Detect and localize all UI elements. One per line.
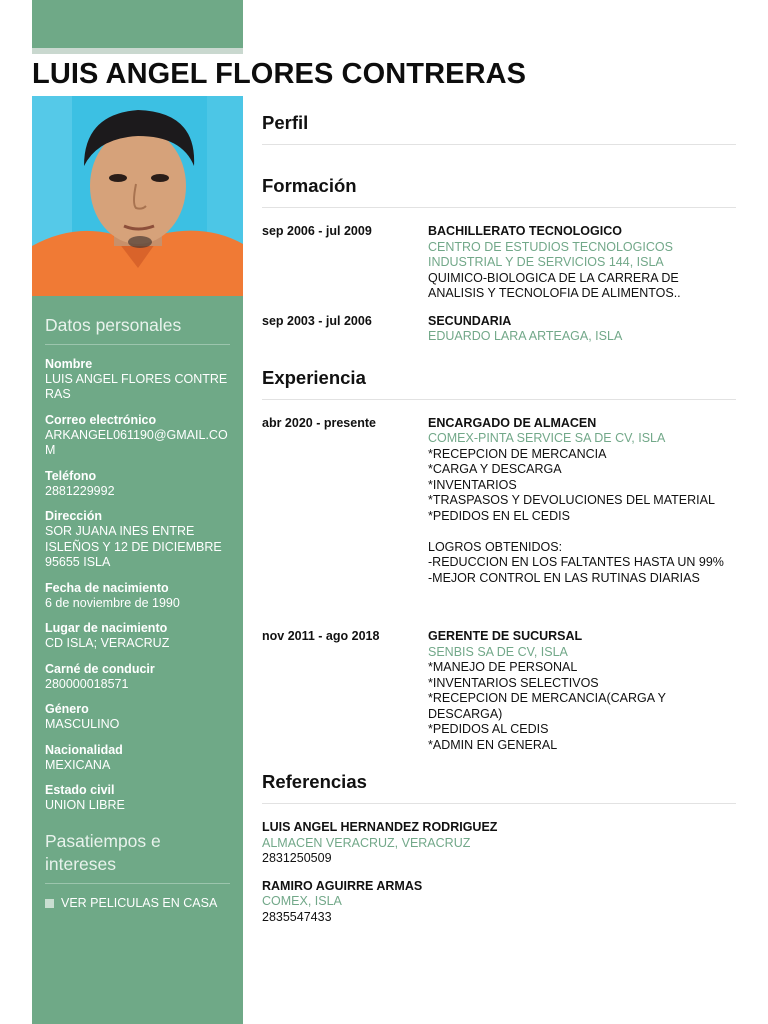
field-nationality xyxy=(45,743,230,774)
entry-title: SECUNDARIA xyxy=(428,313,512,328)
field-label: Carné de conducir xyxy=(45,661,155,676)
field-driver-license xyxy=(45,662,230,693)
education-entry xyxy=(262,314,736,345)
experience-heading: Experiencia xyxy=(262,367,736,400)
experience-section xyxy=(262,367,736,754)
hobby-item xyxy=(45,896,230,911)
field-value: 2881229992 xyxy=(45,483,115,498)
experience-entry xyxy=(262,416,736,618)
square-bullet-icon xyxy=(45,899,54,908)
field-label: Nombre xyxy=(45,356,93,371)
entry-description: *MANEJO DE PERSONAL *INVENTARIOS SELECTIVOS *RECEPCION DE MERCANCIA(CARGA Y DESCARGA) *PEDIDOS AL CEDIS *ADMIN EN GENERAL xyxy=(428,660,666,752)
field-name xyxy=(45,357,230,403)
field-label: Dirección xyxy=(45,509,102,524)
education-section xyxy=(262,175,736,345)
profile-heading: Perfil xyxy=(262,112,736,145)
references-section xyxy=(262,771,736,925)
field-gender xyxy=(45,702,230,733)
candidate-name: LUIS ANGEL FLORES CONTRERAS xyxy=(32,58,527,90)
references-heading: Referencias xyxy=(262,771,736,804)
field-value: MASCULINO xyxy=(45,717,120,732)
entry-organization: COMEX-PINTA SERVICE SA DE CV, ISLA xyxy=(428,431,666,445)
field-value: LUIS ANGEL FLORES CONTRERAS xyxy=(45,371,228,402)
field-phone xyxy=(45,469,230,500)
personal-data-panel xyxy=(45,314,230,911)
sidebar-top-band xyxy=(32,0,243,48)
field-label: Lugar de nacimiento xyxy=(45,621,168,636)
entry-body xyxy=(428,314,736,345)
reference-phone: 2831250509 xyxy=(262,851,332,865)
entry-date: sep 2006 - jul 2009 xyxy=(262,224,372,238)
personal-data-heading: Datos personales xyxy=(45,314,230,345)
reference-organization: COMEX, ISLA xyxy=(262,894,342,908)
reference-name: LUIS ANGEL HERNANDEZ RODRIGUEZ xyxy=(262,820,498,834)
entry-title: ENCARGADO DE ALMACEN xyxy=(428,415,597,430)
entry-description: QUIMICO-BIOLOGICA DE LA CARRERA DE ANALISIS Y TECNOLOFIA DE ALIMENTOS.. xyxy=(428,270,681,300)
field-label: Nacionalidad xyxy=(45,742,123,757)
field-label: Teléfono xyxy=(45,468,97,483)
entry-organization: SENBIS SA DE CV, ISLA xyxy=(428,644,568,659)
field-value: CD ISLA; VERACRUZ xyxy=(45,636,170,651)
entry-body xyxy=(428,629,736,753)
field-label: Correo electrónico xyxy=(45,412,157,427)
sidebar xyxy=(32,96,243,1024)
hobbies-heading: Pasatiempos e intereses xyxy=(45,830,230,884)
field-marital-status xyxy=(45,783,230,814)
field-value: UNION LIBRE xyxy=(45,798,125,813)
entry-date: sep 2003 - jul 2006 xyxy=(262,313,372,328)
field-value: MEXICANA xyxy=(45,757,111,772)
field-value: ARKANGEL061190@GMAIL.COM xyxy=(45,427,228,458)
field-birth-place xyxy=(45,621,230,652)
entry-date: abr 2020 - presente xyxy=(262,415,376,430)
main-content xyxy=(262,112,736,937)
profile-photo xyxy=(32,96,243,296)
field-label: Género xyxy=(45,702,89,717)
experience-entry xyxy=(262,629,736,753)
field-label: Estado civil xyxy=(45,783,115,798)
reference-organization: ALMACEN VERACRUZ, VERACRUZ xyxy=(262,835,471,850)
education-entry xyxy=(262,224,736,302)
entry-title: GERENTE DE SUCURSAL xyxy=(428,629,583,643)
entry-organization: CENTRO DE ESTUDIOS TECNOLOGICOS INDUSTRIAL Y DE SERVICIOS 144, ISLA xyxy=(428,239,673,269)
reference-name: RAMIRO AGUIRRE ARMAS xyxy=(262,878,423,893)
field-email xyxy=(45,413,230,459)
field-value: 280000018571 xyxy=(45,676,129,691)
entry-body xyxy=(428,224,736,302)
entry-date: nov 2011 - ago 2018 xyxy=(262,629,380,643)
field-birth-date xyxy=(45,581,230,612)
reference-phone: 2835547433 xyxy=(262,909,332,924)
entry-body xyxy=(428,416,736,618)
field-value: 6 de noviembre de 1990 xyxy=(45,595,180,610)
entry-organization: EDUARDO LARA ARTEAGA, ISLA xyxy=(428,329,623,343)
field-value: SOR JUANA INES ENTRE ISLEÑOS Y 12 DE DICIEMBRE 95655 ISLA xyxy=(45,524,222,570)
sidebar-top-divider xyxy=(32,48,243,54)
education-heading: Formación xyxy=(262,175,736,208)
entry-description: *RECEPCION DE MERCANCIA *CARGA Y DESCARGA *INVENTARIOS *TRASPASOS Y DEVOLUCIONES DEL MATERIAL *PEDIDOS EN EL CEDIS LOGROS OBTENIDOS: -REDUCCION EN LOS FALTANTES HASTA UN 99% -MEJOR CONTROL EN LAS RUTINAS DIARIAS xyxy=(428,446,724,585)
field-label: Fecha de nacimiento xyxy=(45,580,169,595)
reference-item xyxy=(262,879,736,926)
profile-section xyxy=(262,112,736,145)
entry-title: BACHILLERATO TECNOLOGICO xyxy=(428,224,622,238)
reference-item xyxy=(262,820,736,867)
field-address xyxy=(45,509,230,571)
hobby-label: VER PELICULAS EN CASA xyxy=(61,895,218,910)
